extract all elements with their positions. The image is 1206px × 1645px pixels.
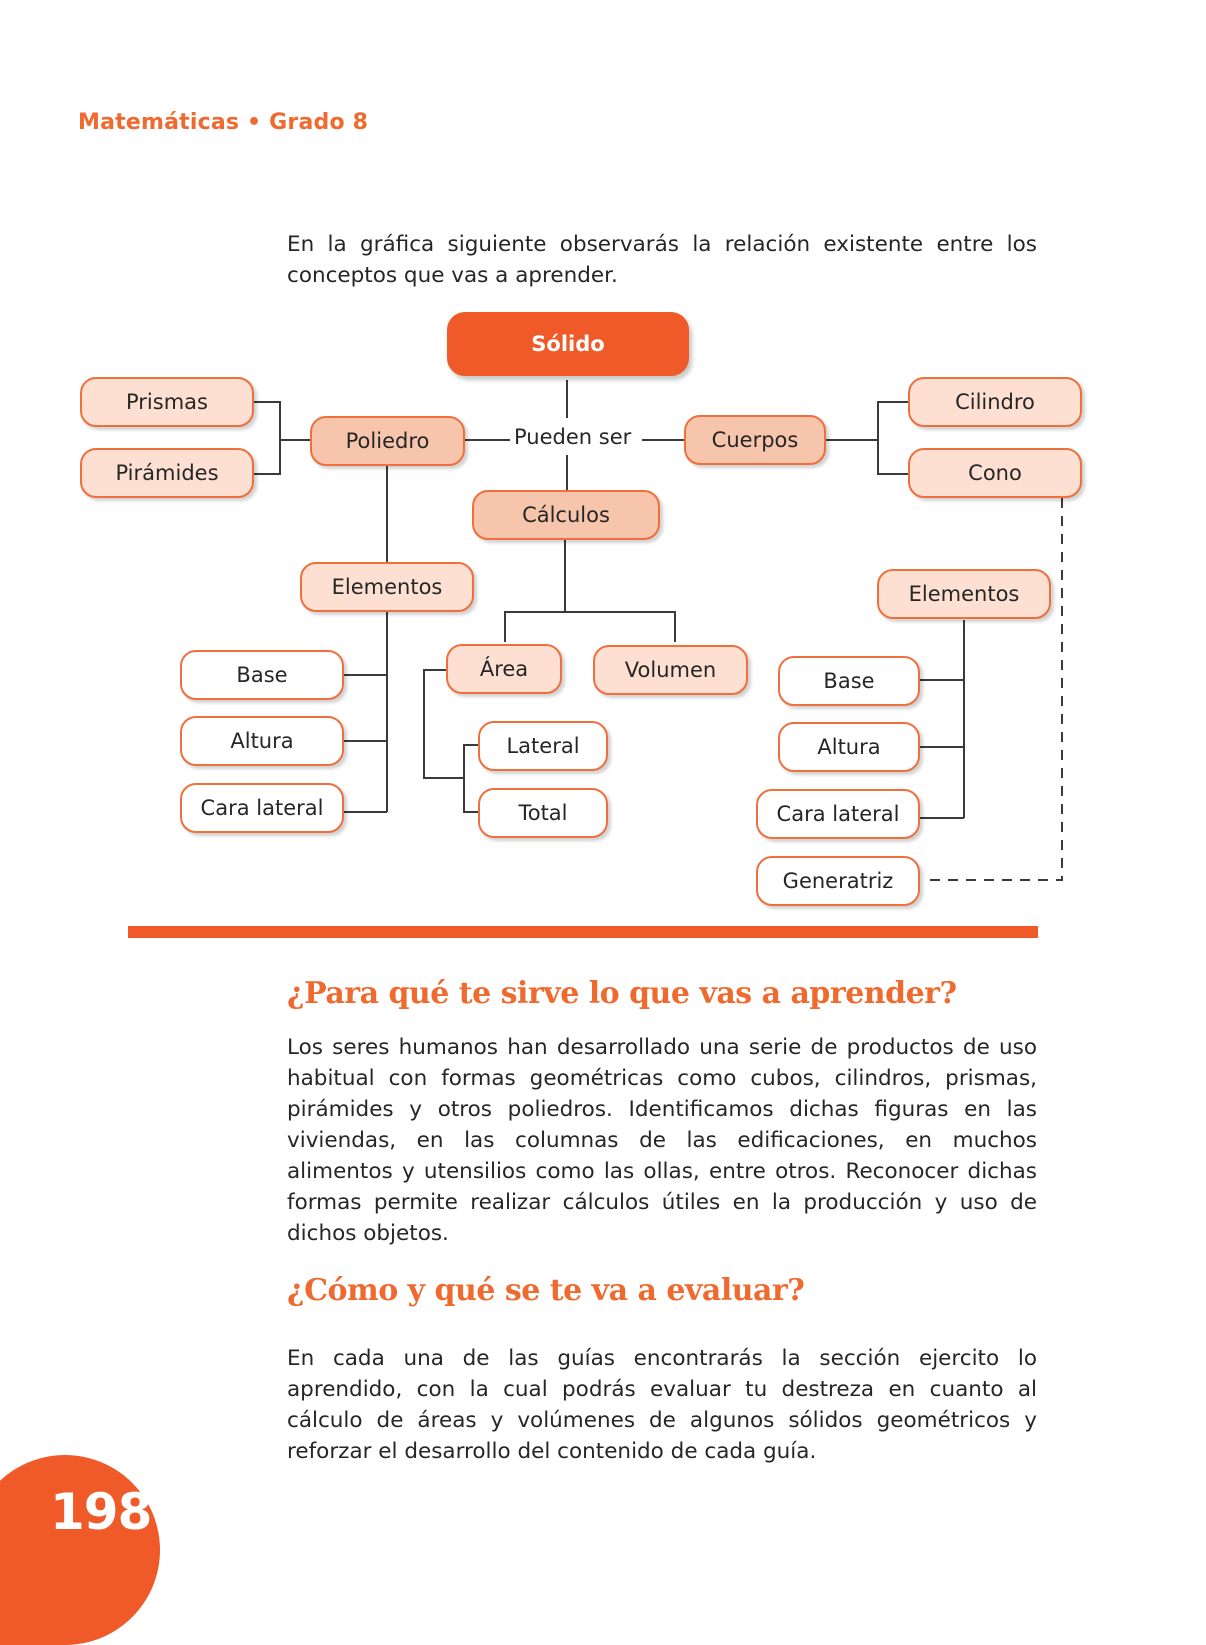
intro-paragraph: En la gráfica siguiente observarás la relación existente entre los conceptos que vas a aprender. [287,232,1037,288]
node-generatriz: Generatriz [756,856,920,906]
section-divider [128,926,1038,938]
node-cilindro: Cilindro [908,377,1082,427]
node-piramides: Pirámides [80,448,254,498]
node-calculos: Cálculos [472,490,660,540]
node-area: Área [446,644,562,694]
node-poliedro: Poliedro [310,416,465,466]
node-right-altura: Altura [778,722,920,772]
node-left-cara-lateral: Cara lateral [180,783,344,833]
node-left-elementos: Elementos [300,562,474,612]
section1-title: ¿Para qué te sirve lo que vas a aprender? [287,976,957,1011]
node-right-elementos: Elementos [877,569,1051,619]
connector-label: Pueden ser [510,425,635,449]
node-cono: Cono [908,448,1082,498]
node-total: Total [478,788,608,838]
section2-body: En cada una de las guías encontrarás la sección ejercito lo aprendido, con la cual podrás evaluar tu destreza en cuanto al cálculo de áreas y volúmenes de algunos sólidos geométricos y reforzar el desarrollo del contenido de cada guía. [287,1346,1037,1464]
node-cuerpos: Cuerpos [684,415,826,465]
node-left-base: Base [180,650,344,700]
node-right-base: Base [778,656,920,706]
node-prismas: Prismas [80,377,254,427]
running-head: Matemáticas • Grado 8 [78,110,369,135]
page-number: 198 [50,1483,152,1541]
node-lateral: Lateral [478,721,608,771]
section1-body: Los seres humanos han desarrollado una serie de productos de uso habitual con formas geométricas como cubos, cilindros, prismas, pirámides y otros poliedros. Identificamos dichas figuras en las viviendas, en las columnas de las edificaciones, en muchos alimentos y utensilios como las ollas, entre otros. Reconocer dichas formas permite realizar cálculos útiles en la producción y uso de dichos objetos. [287,1035,1037,1246]
node-volumen: Volumen [593,645,748,695]
node-left-altura: Altura [180,716,344,766]
node-right-cara-lateral: Cara lateral [756,789,920,839]
section2-title: ¿Cómo y qué se te va a evaluar? [287,1273,805,1308]
node-solido: Sólido [447,312,689,376]
